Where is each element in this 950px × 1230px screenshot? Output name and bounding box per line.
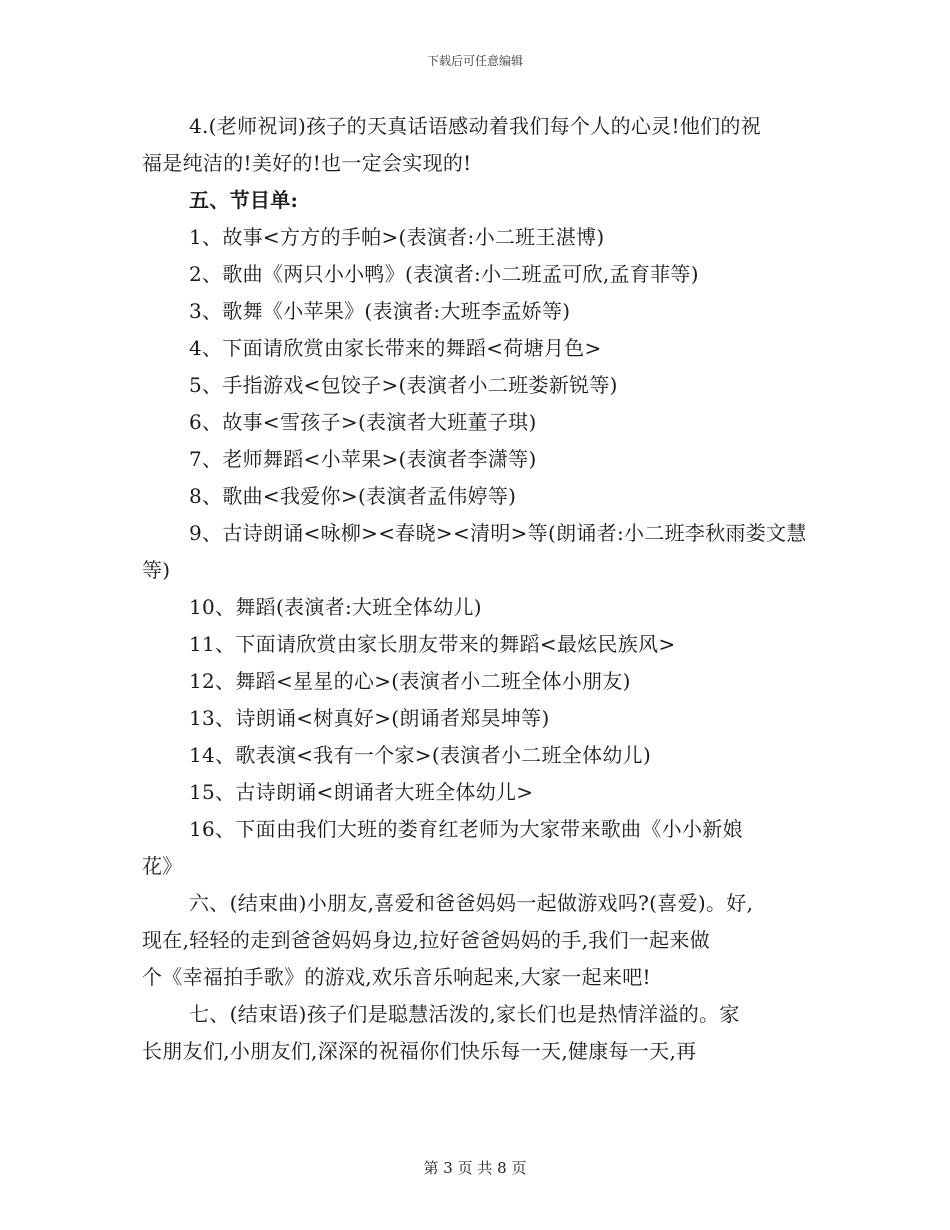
paragraph-line: 现在,轻轻的走到爸爸妈妈身边,拉好爸爸妈妈的手,我们一起来做 [142,928,711,952]
section-heading: 五、节目单: [189,188,299,212]
paragraph-line: 长朋友们,小朋友们,深深的祝福你们快乐每一天,健康每一天,再 [142,1039,697,1063]
program-item-continuation: 等) [142,558,171,582]
program-item: 9、古诗朗诵<咏柳><春晓><清明>等(朗诵者:小二班李秋雨娄文慧 [189,521,807,545]
program-item: 15、古诗朗诵<朗诵者大班全体幼儿> [189,780,534,804]
program-item: 1、故事<方方的手帕>(表演者:小二班王湛博) [189,225,605,249]
program-item: 11、下面请欣赏由家长朋友带来的舞蹈<最炫民族风> [189,632,676,656]
document-body [142,108,822,1070]
program-item: 6、故事<雪孩子>(表演者大班董子琪) [189,410,537,434]
page-header: 下载后可任意编辑 [426,54,523,68]
program-item: 14、歌表演<我有一个家>(表演者小二班全体幼儿) [189,743,652,767]
program-item: 3、歌舞《小苹果》(表演者:大班李孟娇等) [189,299,571,323]
program-item: 5、手指游戏<包饺子>(表演者小二班娄新锐等) [189,373,618,397]
program-item: 2、歌曲《两只小小鸭》(表演者:小二班孟可欣,孟育菲等) [189,262,699,286]
program-item: 13、诗朗诵<树真好>(朗诵者郑昊坤等) [189,706,550,730]
paragraph-line: 福是纯洁的!美好的!也一定会实现的! [142,151,472,175]
program-item: 10、舞蹈(表演者:大班全体幼儿) [189,595,482,619]
program-item: 4、下面请欣赏由家长带来的舞蹈<荷塘月色> [189,336,602,360]
program-item-continuation: 花》 [142,854,183,878]
page-footer: 第 3 页 共 8 页 [423,1159,527,1177]
program-item: 16、下面由我们大班的娄育红老师为大家带来歌曲《小小新娘 [189,817,743,841]
paragraph-line: 七、(结束语)孩子们是聪慧活泼的,家长们也是热情洋溢的。家 [189,1002,740,1026]
program-item: 7、老师舞蹈<小苹果>(表演者李潇等) [189,447,537,471]
paragraph-line: 个《幸福拍手歌》的游戏,欢乐音乐响起来,大家一起来吧! [142,965,651,989]
paragraph-line: 六、(结束曲)小朋友,喜爱和爸爸妈妈一起做游戏吗?(喜爱)。好, [189,891,754,915]
program-item: 8、歌曲<我爱你>(表演者孟伟婷等) [189,484,517,508]
paragraph-line: 4.(老师祝词)孩子的天真话语感动着我们每个人的心灵!他们的祝 [189,114,762,138]
program-item: 12、舞蹈<星星的心>(表演者小二班全体小朋友) [189,669,631,693]
